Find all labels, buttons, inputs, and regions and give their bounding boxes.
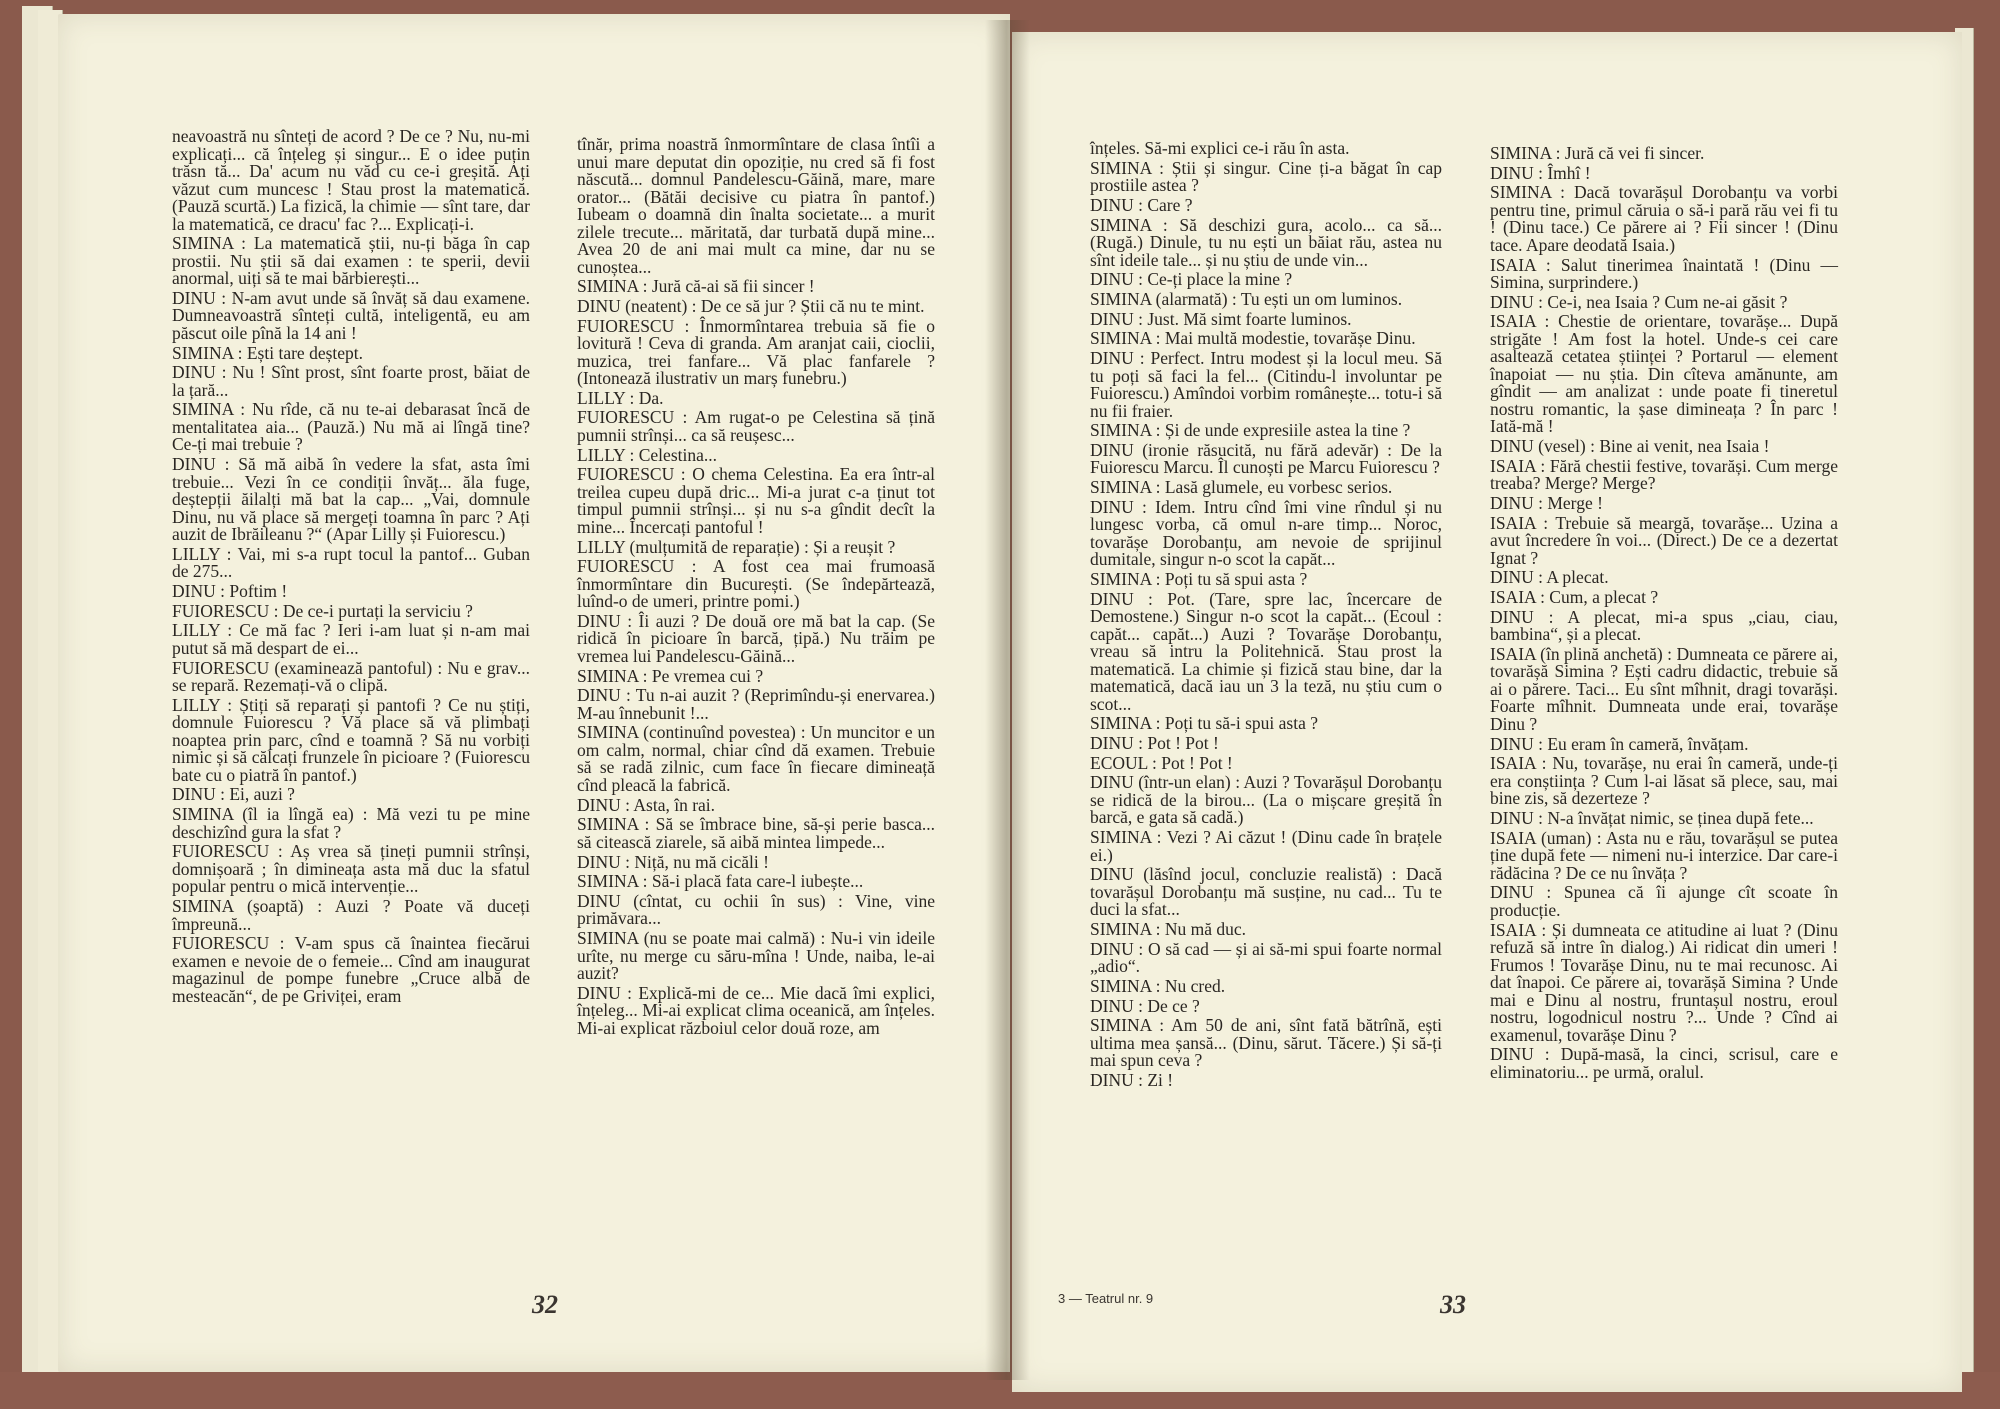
dialogue-paragraph: DINU : A plecat, mi-a spus „ciau, ciau, bambina“, și a plecat.: [1490, 606, 1838, 645]
dialogue-paragraph: DINU : Merge !: [1490, 493, 1603, 513]
dialogue-paragraph: DINU : A plecat.: [1490, 567, 1609, 588]
dialogue-paragraph: ISAIA : Chestie de orientare, tovarășe... După strigăte ! Am fost la hotel. Unde-s cei care asaltează cetatea științei ? Portarul — element înapoiat — nu știa. Din cîteva amănunte, am gîndit — am analizat : unde poate fi tineretul nostru romantic, la șase dimineața ? În parc ! Iată-mă !: [1490, 311, 1838, 437]
dialogue-paragraph: DINU : Ei, auzi ?: [172, 784, 295, 805]
dialogue-paragraph: SIMINA : Jură că vei fi sincer.: [1490, 143, 1705, 163]
dialogue-paragraph: SIMINA : Nu cred.: [1090, 975, 1226, 996]
dialogue-paragraph: ISAIA : Și dumneata ce atitudine ai luat ? (Dinu refuză să intre în dialog.) Ai ridicat din umeri ! Frumos ! Tovarășe Dinu, nu te mai recunosc. Ai dat înapoi. Ce părere ai, tovarășă Simina ? Unde mai e Dinu al nostru, fruntașul nostru, eroul nostru, logodnicul nostru ?... Unde ? Cînd ai examenul, tovarășe Dinu ?: [1490, 919, 1838, 1045]
dialogue-paragraph: LILLY : Vai, mi s-a rupt tocul la pantof... Guban de 275...: [172, 543, 530, 582]
dialogue-paragraph: DINU : Perfect. Intru modest și la locul meu. Să tu poți să faci la fel... (Citindu-l involuntar pe Fuiorescu.) Amîndoi vorbim românește... totu-i să nu fii fraier.: [1090, 348, 1442, 421]
dialogue-paragraph: DINU : Eu eram în cameră, învățam.: [1490, 733, 1749, 754]
dialogue-paragraph: SIMINA : Am 50 de ani, sînt fată bătrînă, ești ultima mea șansă... (Dinu, sărut. Tăcere.) Și să-ți mai spun ceva ?: [1090, 1015, 1442, 1071]
dialogue-paragraph: SIMINA : Lasă glumele, eu vorbesc serios.: [1090, 477, 1393, 498]
dialogue-paragraph: SIMINA : Să-i placă fata care-l iubește...: [577, 871, 864, 892]
dialogue-paragraph: DINU : Spunea că îi ajunge cît scoate în producție.: [1490, 882, 1838, 920]
dialogue-paragraph: DINU : Explică-mi de ce... Mie dacă îmi explici, înțeleg... Mi-ai explicat clima oceanică, am înțeles. Mi-ai explicat războiul celor două roze, am: [577, 982, 935, 1038]
dialogue-paragraph: DINU : Idem. Intru cînd îmi vine rîndul și nu lungesc vorba, că omul n-are timp... Noroc, tovarășe Dorobanțu, am nevoie de sprijinul dumitale, singur n-o scot la capăt...: [1090, 496, 1442, 570]
right-page-column-1: [1090, 140, 1442, 1092]
dialogue-paragraph: înțeles. Să-mi explici ce-i rău în asta.: [1090, 138, 1350, 158]
dialogue-paragraph: FUIORESCU : Aș vrea să țineți pumnii strînși, domnișoară ; în dimineața asta mă duc la sfatul popular pentru o mică intervenție...: [172, 841, 530, 897]
dialogue-paragraph: SIMINA : Poți tu să-i spui asta ?: [1090, 713, 1318, 734]
dialogue-paragraph: DINU : Poftim !: [172, 581, 288, 601]
dialogue-paragraph: ISAIA (în plină anchetă) : Dumneata ce părere ai, tovarășă Simina ? Ești cadru didactic, trebuie să ai o părere. Taci... Eu sînt mîhnit, dragi tovarăși. Foarte mîhnit. Dumneata unde erai, tovarășe Dinu ?: [1490, 643, 1838, 734]
dialogue-paragraph: DINU : Niță, nu mă cicăli !: [577, 851, 769, 872]
dialogue-paragraph: LILLY : Celestina...: [577, 444, 717, 465]
dialogue-paragraph: SIMINA : Vezi ? Ai căzut ! (Dinu cade în brațele ei.): [1090, 827, 1442, 865]
dialogue-paragraph: SIMINA (îl ia lîngă ea) : Mă vezi tu pe mine deschizînd gura la sfat ?: [172, 804, 530, 842]
dialogue-paragraph: SIMINA (continuînd povestea) : Un muncitor e un om calm, normal, chiar cînd dă examen. Trebuie să se radă zilnic, cum face în fiecare dimineață cînd pleacă la fabrică.: [577, 722, 935, 795]
dialogue-paragraph: DINU (lăsînd jocul, concluzie realistă) : Dacă tovarășul Dorobanțu mă susține, nu cad... Tu te duci la sfat...: [1090, 864, 1442, 920]
dialogue-paragraph: LILLY : Da.: [577, 387, 664, 408]
dialogue-paragraph: LILLY : Știți să reparați și pantofi ? Ce nu știți, domnule Fuiorescu ? Vă place să vă plimbați noaptea prin parc, cînd e toamnă ? Să nu vorbiți nimic și să călcați frunzele în picioare ? (Fuiorescu bate cu o piatră în pantof.): [172, 694, 530, 785]
dialogue-paragraph: SIMINA : Ești tare deștept.: [172, 342, 364, 363]
dialogue-paragraph: DINU : Asta, în rai.: [577, 794, 716, 815]
dialogue-paragraph: SIMINA (alarmată) : Tu ești un om luminos.: [1090, 288, 1403, 309]
dialogue-paragraph: DINU : Tu n-ai auzit ? (Reprimîndu-și enervarea.) M-au înnebunit !...: [577, 685, 935, 723]
dialogue-paragraph: DINU : De ce ?: [1090, 995, 1200, 1016]
dialogue-paragraph: DINU : N-a învățat nimic, se ținea după fete...: [1490, 808, 1814, 828]
dialogue-paragraph: ISAIA : Nu, tovarășe, nu erai în cameră, unde-ți era conștiința ? Cum l-ai lăsat să plece, sau, mai bine zis, să dezerteze ?: [1490, 753, 1838, 809]
dialogue-paragraph: DINU : Pot. (Tare, spre lac, încercare de Demostene.) Singur n-o scot la capăt... (Ecoul : capăt... capăt...) Auzi ? Tovarășe Dorobanțu, vreau să intru la Politehnică. Stau prost la matematică. La chimie și fizică stau bine, dar la matematică, dacă iau un 3 la teză, nu știu cum o scot...: [1090, 588, 1442, 714]
dialogue-paragraph: SIMINA : Pe vremea cui ?: [577, 665, 764, 686]
dialogue-paragraph: FUIORESCU : Am rugat-o pe Celestina să țină pumnii strînși... ca să reușesc...: [577, 407, 935, 445]
dialogue-paragraph: DINU (ironie răsucită, nu fără adevăr) : De la Fuiorescu Marcu. Îl cunoști pe Marcu Fuiorescu ?: [1090, 439, 1442, 478]
dialogue-paragraph: DINU : Pot ! Pot !: [1090, 733, 1219, 753]
dialogue-paragraph: SIMINA : Mai multă modestie, tovarășe Dinu.: [1090, 328, 1416, 349]
dialogue-paragraph: DINU : O să cad — și ai să-mi spui foarte normal „adio“.: [1090, 938, 1442, 977]
dialogue-paragraph: DINU : După-masă, la cinci, scrisul, care e eliminatoriu... pe urmă, oralul.: [1490, 1044, 1838, 1082]
page-number-left: 32: [532, 1290, 558, 1319]
dialogue-paragraph: ISAIA : Trebuie să meargă, tovarășe... Uzina a avut încredere în voi... (Direct.) De ce a dezertat Ignat ?: [1490, 512, 1838, 568]
dialogue-paragraph: ISAIA : Fără chestii festive, tovarăși. Cum merge treaba? Merge? Merge?: [1490, 455, 1838, 494]
dialogue-paragraph: LILLY : Ce mă fac ? Ieri i-am luat și n-am mai putut să mă despart de ei...: [172, 620, 530, 658]
dialogue-paragraph: ECOUL : Pot ! Pot !: [1090, 752, 1233, 773]
dialogue-paragraph: SIMINA (nu se poate mai calmă) : Nu-i vin ideile urîte, nu merge cu săru-mîna ! Unde, naiba, le-ai auzit?: [577, 928, 935, 984]
dialogue-paragraph: SIMINA : Știi și singur. Cine ți-a băgat în cap prostiile astea ?: [1090, 157, 1442, 196]
dialogue-paragraph: DINU : Zi !: [1090, 1069, 1174, 1090]
page-number-right: 33: [1440, 1290, 1466, 1319]
dialogue-paragraph: DINU : Ce-ți place la mine ?: [1090, 269, 1293, 290]
dialogue-paragraph: FUIORESCU (examinează pantoful) : Nu e grav... se repară. Rezemați-vă o clipă.: [172, 657, 530, 696]
left-page-column-2: [577, 136, 935, 1039]
dialogue-paragraph: DINU : Să mă aibă în vedere la sfat, asta îmi trebuie... Vezi în ce condiții învăț... ăla fuge, deștepții ăilalți mă bat la cap... „Vai, domnule Dinu, nu vă place să mergeți toamna în parc ? Ați auzit de Ibrăileanu ?“ (Apar Lilly și Fuiorescu.): [172, 454, 530, 545]
dialogue-paragraph: SIMINA : Să deschizi gura, acolo... ca să... (Rugă.) Dinule, tu nu ești un băiat rău, astea nu sînt ideile tale... și nu știu de unde vin...: [1090, 214, 1442, 270]
book-gutter: [985, 20, 1030, 1380]
dialogue-paragraph: DINU (vesel) : Bine ai venit, nea Isaia !: [1490, 436, 1770, 457]
dialogue-paragraph: FUIORESCU : A fost cea mai frumoasă înmormîntare din București. (Se îndepărtează, luînd-o de umeri, printre pomi.): [577, 556, 935, 612]
dialogue-paragraph: SIMINA : Să se îmbrace bine, să-și perie basca... să citească ziarele, să aibă mintea limpede...: [577, 814, 935, 852]
page-footer: 3 — Teatrul nr. 9: [1058, 1291, 1154, 1306]
dialogue-paragraph: SIMINA : Poți tu să spui asta ?: [1090, 568, 1308, 589]
dialogue-paragraph: DINU : N-am avut unde să învăț să dau examene. Dumneavoastră sînteți cultă, inteligentă, eu am păscut oile pînă la 14 ani !: [172, 287, 530, 343]
dialogue-paragraph: DINU : Îmhî !: [1490, 162, 1591, 183]
dialogue-paragraph: DINU : Just. Mă simt foarte luminos.: [1090, 308, 1352, 329]
dialogue-paragraph: ISAIA : Cum, a plecat ?: [1490, 587, 1659, 608]
dialogue-paragraph: SIMINA : Nu mă duc.: [1090, 918, 1247, 939]
dialogue-paragraph: DINU (neatent) : De ce să jur ? Știi că nu te mint.: [577, 295, 925, 316]
dialogue-paragraph: DINU : Ce-i, nea Isaia ? Cum ne-ai găsit ?: [1490, 291, 1788, 312]
dialogue-paragraph: SIMINA : Jură că-ai să fii sincer !: [577, 276, 815, 297]
dialogue-paragraph: DINU (într-un elan) : Auzi ? Tovarășul Dorobanțu se ridică de la birou... (La o mișcare greșită în barcă, e gata să cadă.): [1090, 772, 1442, 828]
dialogue-paragraph: DINU (cîntat, cu ochii în sus) : Vine, vine primăvara...: [577, 890, 935, 929]
dialogue-paragraph: ISAIA : Salut tinerimea înaintată ! (Dinu — Simina, surprindere.): [1490, 254, 1838, 293]
dialogue-paragraph: tînăr, prima noastră înmormîntare de clasa întîi a unui mare deputat din opoziție, nu cred să fi fost născută... domnul Pandelescu-Găină, mare, mare orator... (Bătăi decisive cu piatra în pantof.) Iubeam o doamnă din înalta societate... a murit zilele trecute... măritată, dar turbată după mine... Avea 20 de ani mai mult ca mine, dar nu se cunoștea...: [577, 134, 935, 277]
dialogue-paragraph: SIMINA : La matematică știi, nu-ți băga în cap prostii. Nu știi să dai examen : te sperii, devii anormal, uiți să te mai bărbierești...: [172, 233, 530, 289]
dialogue-paragraph: SIMINA (șoaptă) : Auzi ? Poate vă duceți împreună...: [172, 896, 530, 934]
left-page-column-1: [172, 128, 530, 1007]
dialogue-paragraph: FUIORESCU : Înmormîntarea trebuia să fie o lovitură ! Ceva di granda. Am aranjat caii, cioclii, muzica, trei fanfare... Vă plac fanfarele ? (Intonează ilustrativ un marș funebru.): [577, 315, 935, 389]
dialogue-paragraph: FUIORESCU : V-am spus că înaintea fiecărui examen e nevoie de o femeie... Cînd am inaugurat magazinul de pompe funebre „Cruce albă de mesteacăn“, de pe Griviței, eram: [172, 933, 530, 1006]
dialogue-paragraph: SIMINA : Și de unde expresiile astea la tine ?: [1090, 420, 1411, 441]
dialogue-paragraph: LILLY (mulțumită de reparație) : Și a reușit ?: [577, 536, 896, 557]
dialogue-paragraph: DINU : Nu ! Sînt prost, sînt foarte prost, băiat de la țară...: [172, 362, 530, 400]
dialogue-paragraph: ISAIA (uman) : Asta nu e rău, tovarășul se putea ține după fete — nimeni nu-i interzice. Dar care-i rădăcina ? De ce nu învăța ?: [1490, 827, 1838, 883]
dialogue-paragraph: SIMINA : Dacă tovarășul Dorobanțu va vorbi pentru tine, primul căruia o să-i pară rău vei fi tu ! (Dinu tace.) Ce părere ai ? Fii sincer ! (Dinu tace. Apare deodată Isaia.): [1490, 182, 1838, 255]
dialogue-paragraph: neavoastră nu sînteți de acord ? De ce ? Nu, nu-mi explicați... că înțeleg și singur... E o idee puțin trăsn tă... Da' acum nu văd cu ce-i greșită. Ați văzut cum muncesc ! Stau prost la matematică. (Pauză scurtă.) La fizică, la chimie — sînt tare, dar la matematică, ce dracu' fac ?... Explicați-i.: [172, 126, 530, 234]
dialogue-paragraph: FUIORESCU : O chema Celestina. Ea era într-al treilea cupeu după dric... Mi-a jurat c-a ținut tot timpul pumnii strînși... și nu s-a gîndit decît la mine... Încercați pantoful !: [577, 464, 935, 537]
dialogue-paragraph: SIMINA : Nu rîde, că nu te-ai debarasat încă de mentalitatea aia... (Pauză.) Nu mă ai lîngă tine? Ce-ți mai trebuie ?: [172, 399, 530, 455]
dialogue-paragraph: FUIORESCU : De ce-i purtați la serviciu ?: [172, 600, 473, 621]
right-page-column-2: [1490, 145, 1838, 1083]
dialogue-paragraph: DINU : Care ?: [1090, 194, 1193, 215]
dialogue-paragraph: DINU : Îi auzi ? De două ore mă bat la cap. (Se ridică în picioare în barcă, țipă.) Nu trăim pe vremea lui Pandelescu-Găină...: [577, 610, 935, 666]
